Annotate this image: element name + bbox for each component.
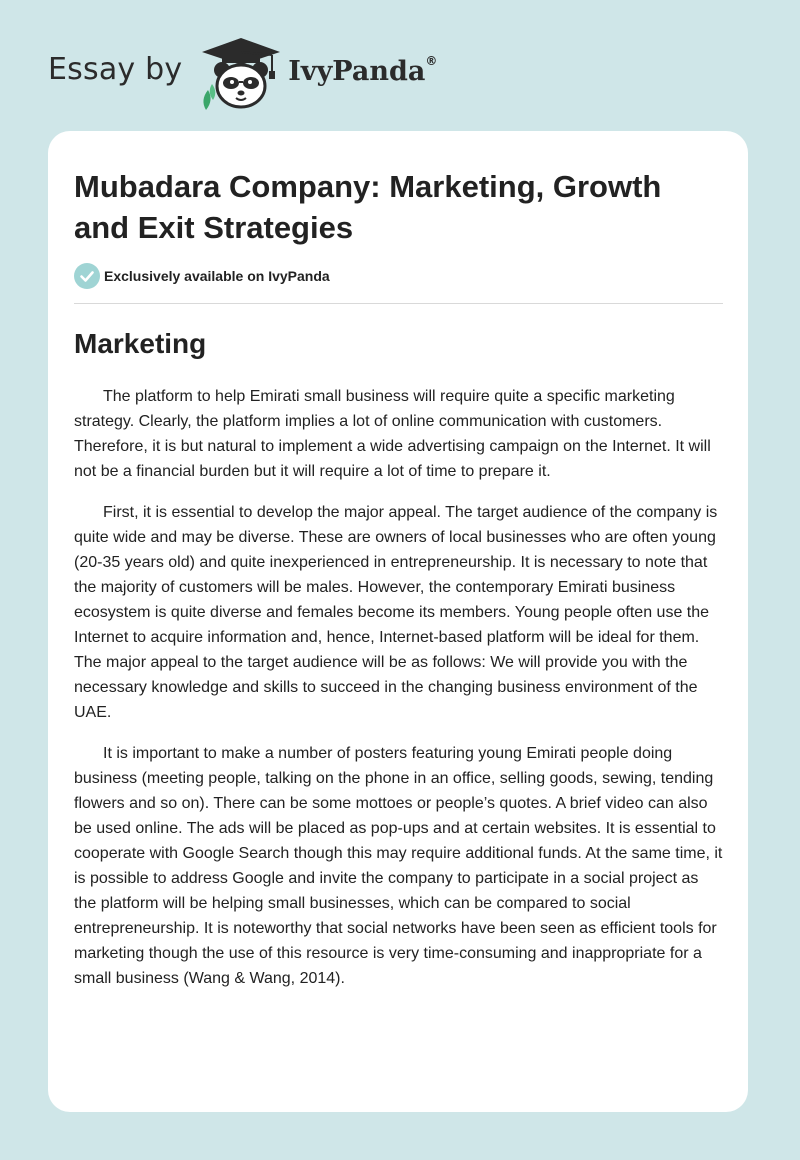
- paragraph: The platform to help Emirati small business will require quite a specific marketing strategy. Clearly, the platform implies a lot of online communication with customers. Therefore, it is but natural to implement a wide advertising campaign on the Internet. It will not be a financial burden but it will require a lot of time to prepare it.: [74, 388, 711, 480]
- registered-mark: ®: [425, 53, 438, 68]
- essay-body: [74, 384, 724, 1007]
- essay-card: [48, 131, 748, 1112]
- exclusive-badge-text: Exclusively available on IvyPanda: [104, 268, 330, 284]
- paragraph: First, it is essential to develop the major appeal. The target audience of the company is quite wide and may be diverse. These are owners of local businesses who are often young (20-35 years old) and quite inexperienced in entrepreneurship. It is necessary to note that the majority of customers will be males. However, the contemporary Emirati business ecosystem is quite diverse and females become its members. Young people often use the Internet to acquire information and, hence, Internet-based platform will be ideal for them. The major appeal to the target audience will be as follows: We will provide you with the necessary knowledge and skills to succeed in the changing business environment of the UAE.: [74, 504, 718, 721]
- brand-prefix: Essay by: [48, 51, 183, 87]
- exclusive-badge: [74, 263, 330, 289]
- section-heading: Marketing: [74, 328, 207, 359]
- site-header: [48, 34, 437, 110]
- paragraph: It is important to make a number of posters featuring young Emirati people doing business (meeting people, talking on the phone in an office, selling goods, sewing, tending flowers and so on). There can be some mottoes or people’s quotes. A brief video can also be used online. The ads will be placed as pop-ups and at certain websites. It is essential to cooperate with Google Search though this may require additional funds. At the same time, it is possible to address Google and invite the company to participate in a social project as the platform will be helping small businesses, which can be compared to social entrepreneurship. It is noteworthy that social networks have been seen as efficient tools for marketing though the use of this resource is very time-consuming and inappropriate for a small business (Wang & Wang, 2014).: [74, 745, 723, 987]
- check-circle-icon: [74, 263, 100, 289]
- brand-name[interactable]: IvyPanda®: [288, 53, 438, 87]
- divider: [74, 303, 723, 304]
- essay-title: Mubadara Company: Marketing, Growth and Exit Strategies: [74, 169, 662, 245]
- panda-graduate-logo[interactable]: [196, 34, 286, 110]
